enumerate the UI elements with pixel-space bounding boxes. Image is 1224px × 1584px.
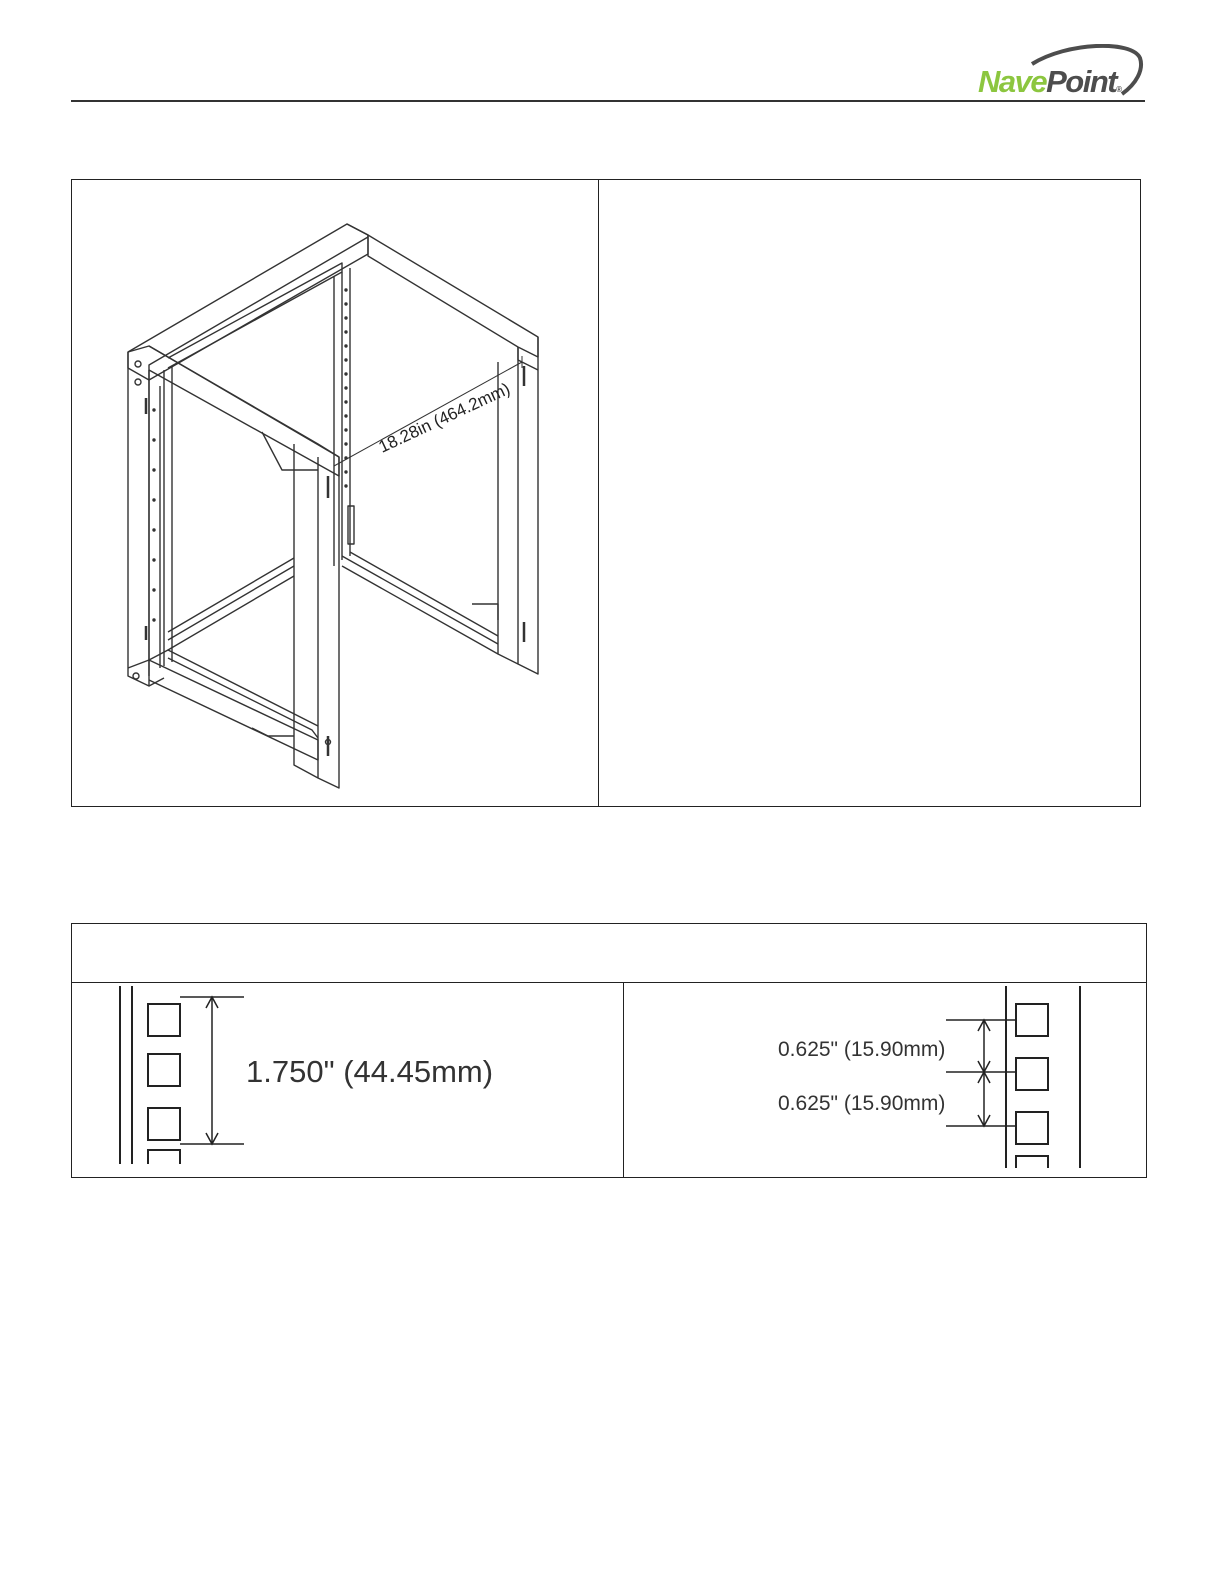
logo-point: Point <box>1046 64 1117 99</box>
logo-registered-mark: ® <box>1116 85 1121 94</box>
navepoint-logo <box>972 44 1150 100</box>
hole-spacing-label-1: 0.625" (15.90mm) <box>778 1038 946 1061</box>
table-divider <box>598 180 599 806</box>
rack-drawing-table <box>71 179 1141 807</box>
rack-depth-label: 18.28in (464.2mm) <box>375 379 514 457</box>
rack-frame-drawing <box>72 180 598 806</box>
header-rule <box>71 100 1145 102</box>
rack-unit-spacing-label: 1.750" (44.45mm) <box>246 1054 494 1089</box>
logo-wordmark <box>978 64 1121 100</box>
logo-nave: Nave <box>978 64 1047 99</box>
rail-spacing-drawing <box>72 924 1146 1177</box>
hole-spacing-label-2: 0.625" (15.90mm) <box>778 1092 946 1115</box>
rail-spacing-table <box>71 923 1147 1178</box>
